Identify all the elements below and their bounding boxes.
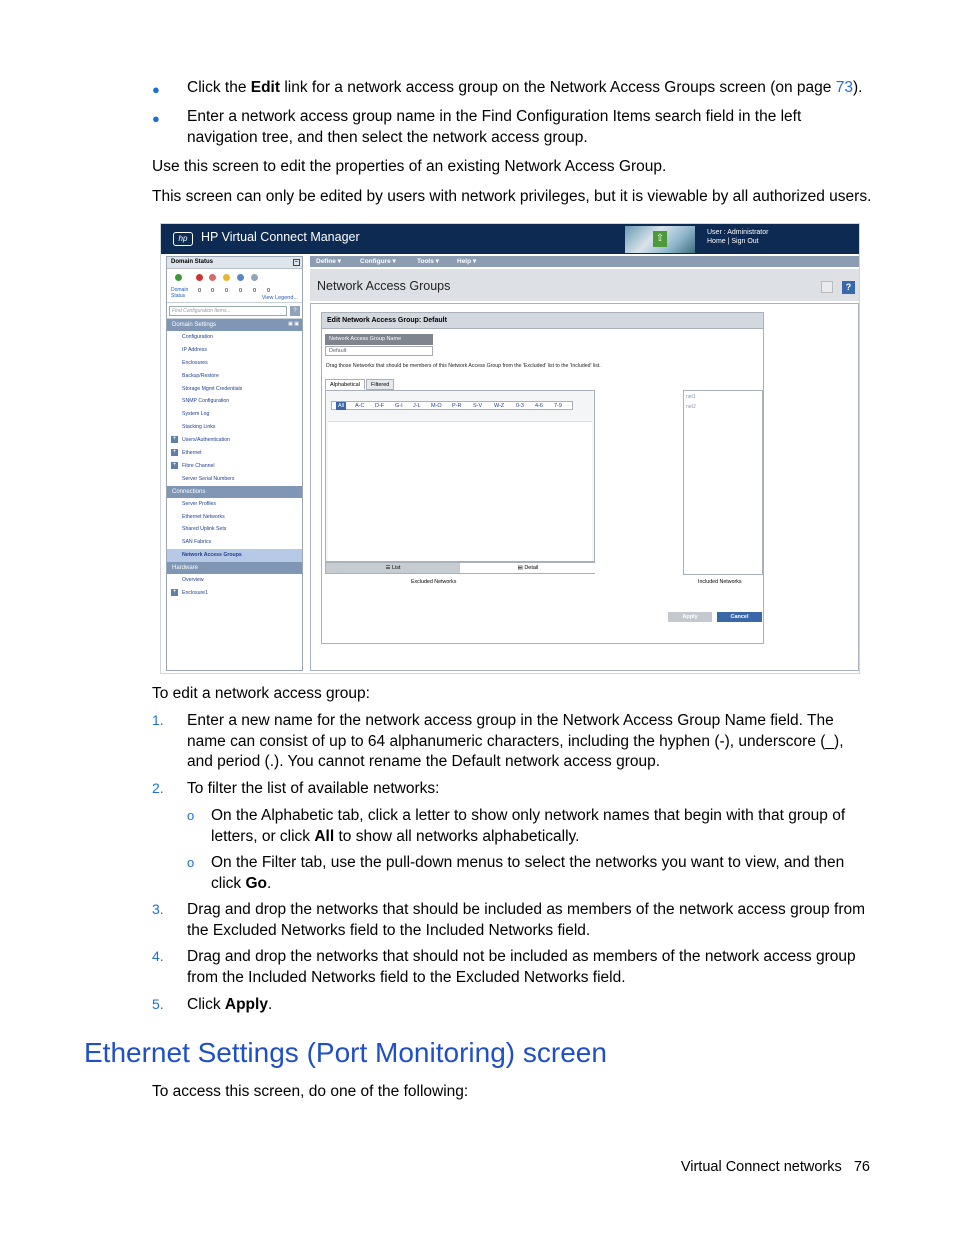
- expand-icon: +: [172, 436, 177, 443]
- edit-panel-title: Edit Network Access Group: Default: [322, 313, 763, 329]
- collapse-icon: ▣ ▣: [288, 321, 299, 327]
- page-header: [310, 269, 859, 301]
- step-text: To filter the list of available networks:: [187, 780, 440, 797]
- step-text: Click Apply.: [187, 996, 273, 1013]
- section-domain-settings[interactable]: Domain Settings ▣ ▣: [167, 319, 302, 331]
- ok-icon: [175, 274, 182, 281]
- nav-item[interactable]: Overview: [182, 577, 204, 584]
- letter-group[interactable]: J-L: [413, 403, 421, 409]
- menu-configure[interactable]: Configure ▾: [360, 258, 396, 265]
- edit-panel: [321, 312, 764, 644]
- step-text: Enter a new name for the network access group in the Network Access Group Name field. The name can consist of up to 64 alphanumeric characters, including the hyphen (-), underscore (_), and period (.). You cannot rename the Default network access group.: [187, 712, 844, 770]
- menu-help[interactable]: Help ▾: [457, 258, 477, 265]
- letter-group[interactable]: W-Z: [494, 403, 505, 409]
- menu-tools[interactable]: Tools ▾: [417, 258, 439, 265]
- letter-group[interactable]: A-C: [355, 403, 365, 409]
- expand-icon: +: [172, 449, 177, 456]
- info-icon: [237, 274, 244, 281]
- tab-alphabetical[interactable]: Alphabetical: [325, 379, 365, 390]
- bullet-marker: ●: [152, 111, 160, 126]
- cancel-button[interactable]: Cancel: [717, 612, 762, 622]
- step-text: Drag and drop the networks that should not be included as members of the network access group from the Included Networks field to the Excluded Networks field.: [187, 948, 856, 986]
- letter-group[interactable]: P-R: [452, 403, 462, 409]
- nav-item-expandable[interactable]: + Enclosure1: [172, 589, 208, 597]
- list-view-button[interactable]: ☰ List: [326, 563, 460, 573]
- nav-item[interactable]: SNMP Configuration: [182, 398, 230, 405]
- excluded-networks-box[interactable]: [325, 390, 595, 562]
- sub-bullet-marker: o: [187, 855, 195, 870]
- section-heading: Ethernet Settings (Port Monitoring) screen: [84, 1037, 607, 1068]
- excluded-networks-label: Excluded Networks: [411, 579, 457, 585]
- unknown-icon: [251, 274, 258, 281]
- network-icon: ⇧: [653, 231, 667, 247]
- nav-item[interactable]: System Log: [182, 411, 210, 418]
- nav-item[interactable]: Ethernet Networks: [182, 513, 225, 520]
- letter-group[interactable]: 0-3: [516, 403, 524, 409]
- paragraph: To access this screen, do one of the following:: [152, 1083, 469, 1100]
- bullet-marker: ●: [152, 82, 160, 97]
- paragraph: To edit a network access group:: [152, 685, 370, 702]
- group-name-input[interactable]: Default: [325, 346, 433, 356]
- help-icon[interactable]: ?: [290, 306, 300, 316]
- letter-group[interactable]: D-F: [375, 403, 385, 409]
- print-icon[interactable]: [821, 281, 833, 293]
- included-networks-box[interactable]: [683, 390, 763, 575]
- hp-logo-icon: hp: [173, 232, 193, 246]
- step-number: 1.: [152, 712, 164, 728]
- page-footer: Virtual Connect networks 76: [680, 1159, 870, 1175]
- tab-filtered[interactable]: Filtered: [366, 379, 394, 390]
- letter-group[interactable]: G-I: [395, 403, 403, 409]
- nav-item[interactable]: Shared Uplink Sets: [182, 526, 227, 533]
- find-config: [167, 303, 302, 319]
- app-title: HP Virtual Connect Manager: [201, 230, 360, 244]
- excluded-networks-list[interactable]: [328, 421, 592, 561]
- step-number: 5.: [152, 996, 164, 1012]
- page-link[interactable]: 73: [835, 79, 853, 96]
- group-name-label: Network Access Group Name: [325, 334, 433, 345]
- banner-image: [625, 226, 695, 253]
- step-number: 2.: [152, 780, 164, 796]
- warning-icon: [223, 274, 230, 281]
- error-icon: [209, 274, 216, 281]
- view-toggle: [325, 562, 595, 574]
- letter-group[interactable]: S-V: [473, 403, 483, 409]
- nav-item[interactable]: Storage Mgmt Credentials: [182, 385, 243, 392]
- vcm-screenshot: [160, 223, 860, 674]
- section-connections[interactable]: Connections: [167, 486, 302, 498]
- page-title: Network Access Groups: [317, 279, 451, 293]
- sub-bullet-marker: o: [187, 808, 195, 823]
- paragraph: This screen can only be edited by users with network privileges, but it is viewable by all authorized users.: [152, 188, 872, 205]
- step-text: Drag and drop the networks that should be included as members of the network access group from the Excluded Networks field to the Included Networks field.: [187, 901, 866, 939]
- domain-status-header: Domain Status −: [167, 257, 302, 269]
- minimize-icon[interactable]: −: [293, 259, 300, 266]
- expand-icon: +: [172, 461, 177, 468]
- intro-bullet-2: Enter a network access group name in the Find Configuration Items search field in the left navigation tree, and then select the network access group.: [187, 108, 802, 146]
- menu-define[interactable]: Define ▾: [316, 258, 341, 265]
- instruction-text: Drag those Networks that should be members of this Network Access Group from the 'Excluded' list to the 'Included' list.: [326, 363, 601, 369]
- list-item[interactable]: net2: [686, 404, 696, 410]
- home-signout-links[interactable]: Home | Sign Out: [707, 238, 759, 245]
- nav-item[interactable]: SAN Fabrics: [182, 539, 212, 546]
- left-nav-panel: [166, 256, 303, 671]
- letter-group[interactable]: 7-9: [554, 403, 562, 409]
- letter-all[interactable]: All: [338, 403, 345, 409]
- title-bar: [161, 224, 860, 254]
- nav-item-expandable[interactable]: + Users/Authentication: [172, 436, 230, 444]
- nav-item[interactable]: Configuration: [182, 334, 213, 340]
- nav-item[interactable]: IP Address: [182, 346, 207, 353]
- intro-bullet-1: Click the Edit link for a network access group on the Network Access Groups screen (on page 73).: [187, 79, 863, 96]
- sub-bullet-text: On the Alphabetic tab, click a letter to show only network names that begin with that group of letters, or click All to show all networks alphabetically.: [211, 807, 846, 845]
- user-info: User : Administrator Home | Sign Out: [707, 229, 769, 245]
- step-number: 3.: [152, 901, 164, 917]
- domain-status-link[interactable]: Domain Status: [171, 287, 189, 299]
- letter-group[interactable]: M-O: [431, 403, 442, 409]
- page-number: 76: [853, 1159, 870, 1175]
- help-icon[interactable]: ?: [842, 281, 855, 294]
- critical-icon: [196, 274, 203, 281]
- section-hardware[interactable]: Hardware: [167, 562, 302, 574]
- nav-item[interactable]: Server Profiles: [182, 500, 217, 507]
- paragraph: Use this screen to edit the properties of an existing Network Access Group.: [152, 158, 667, 175]
- nav-item-expandable[interactable]: + Fibre Channel: [172, 461, 215, 469]
- nav-item[interactable]: Backup/Restore: [182, 372, 219, 379]
- step-number: 4.: [152, 948, 164, 964]
- sub-bullet-text: On the Filter tab, use the pull-down menus to select the networks you want to view, and then click Go.: [211, 854, 845, 892]
- nav-item[interactable]: Stacking Links: [182, 424, 216, 431]
- nav-item-expandable[interactable]: + Ethernet: [172, 449, 202, 457]
- find-config-input[interactable]: Find Configuration Items...: [169, 306, 287, 316]
- nav-item[interactable]: Enclosures: [182, 359, 208, 366]
- menu-bar: [310, 256, 859, 267]
- letter-group[interactable]: 4-6: [535, 403, 543, 409]
- apply-button[interactable]: Apply: [668, 612, 712, 622]
- list-item[interactable]: net1: [686, 394, 696, 400]
- nav-item-selected[interactable]: Network Access Groups: [167, 549, 302, 562]
- domain-status: Domain Status 0 0 0 0 0 0 View Legend...: [167, 269, 302, 303]
- detail-view-button[interactable]: ▤ Detail: [461, 563, 595, 573]
- view-legend-link[interactable]: View Legend...: [261, 295, 298, 301]
- included-networks-label: Included Networks: [698, 579, 742, 585]
- nav-item[interactable]: Server Serial Numbers: [182, 475, 235, 482]
- expand-icon: +: [172, 589, 177, 596]
- letter-filter-bar: [331, 401, 573, 410]
